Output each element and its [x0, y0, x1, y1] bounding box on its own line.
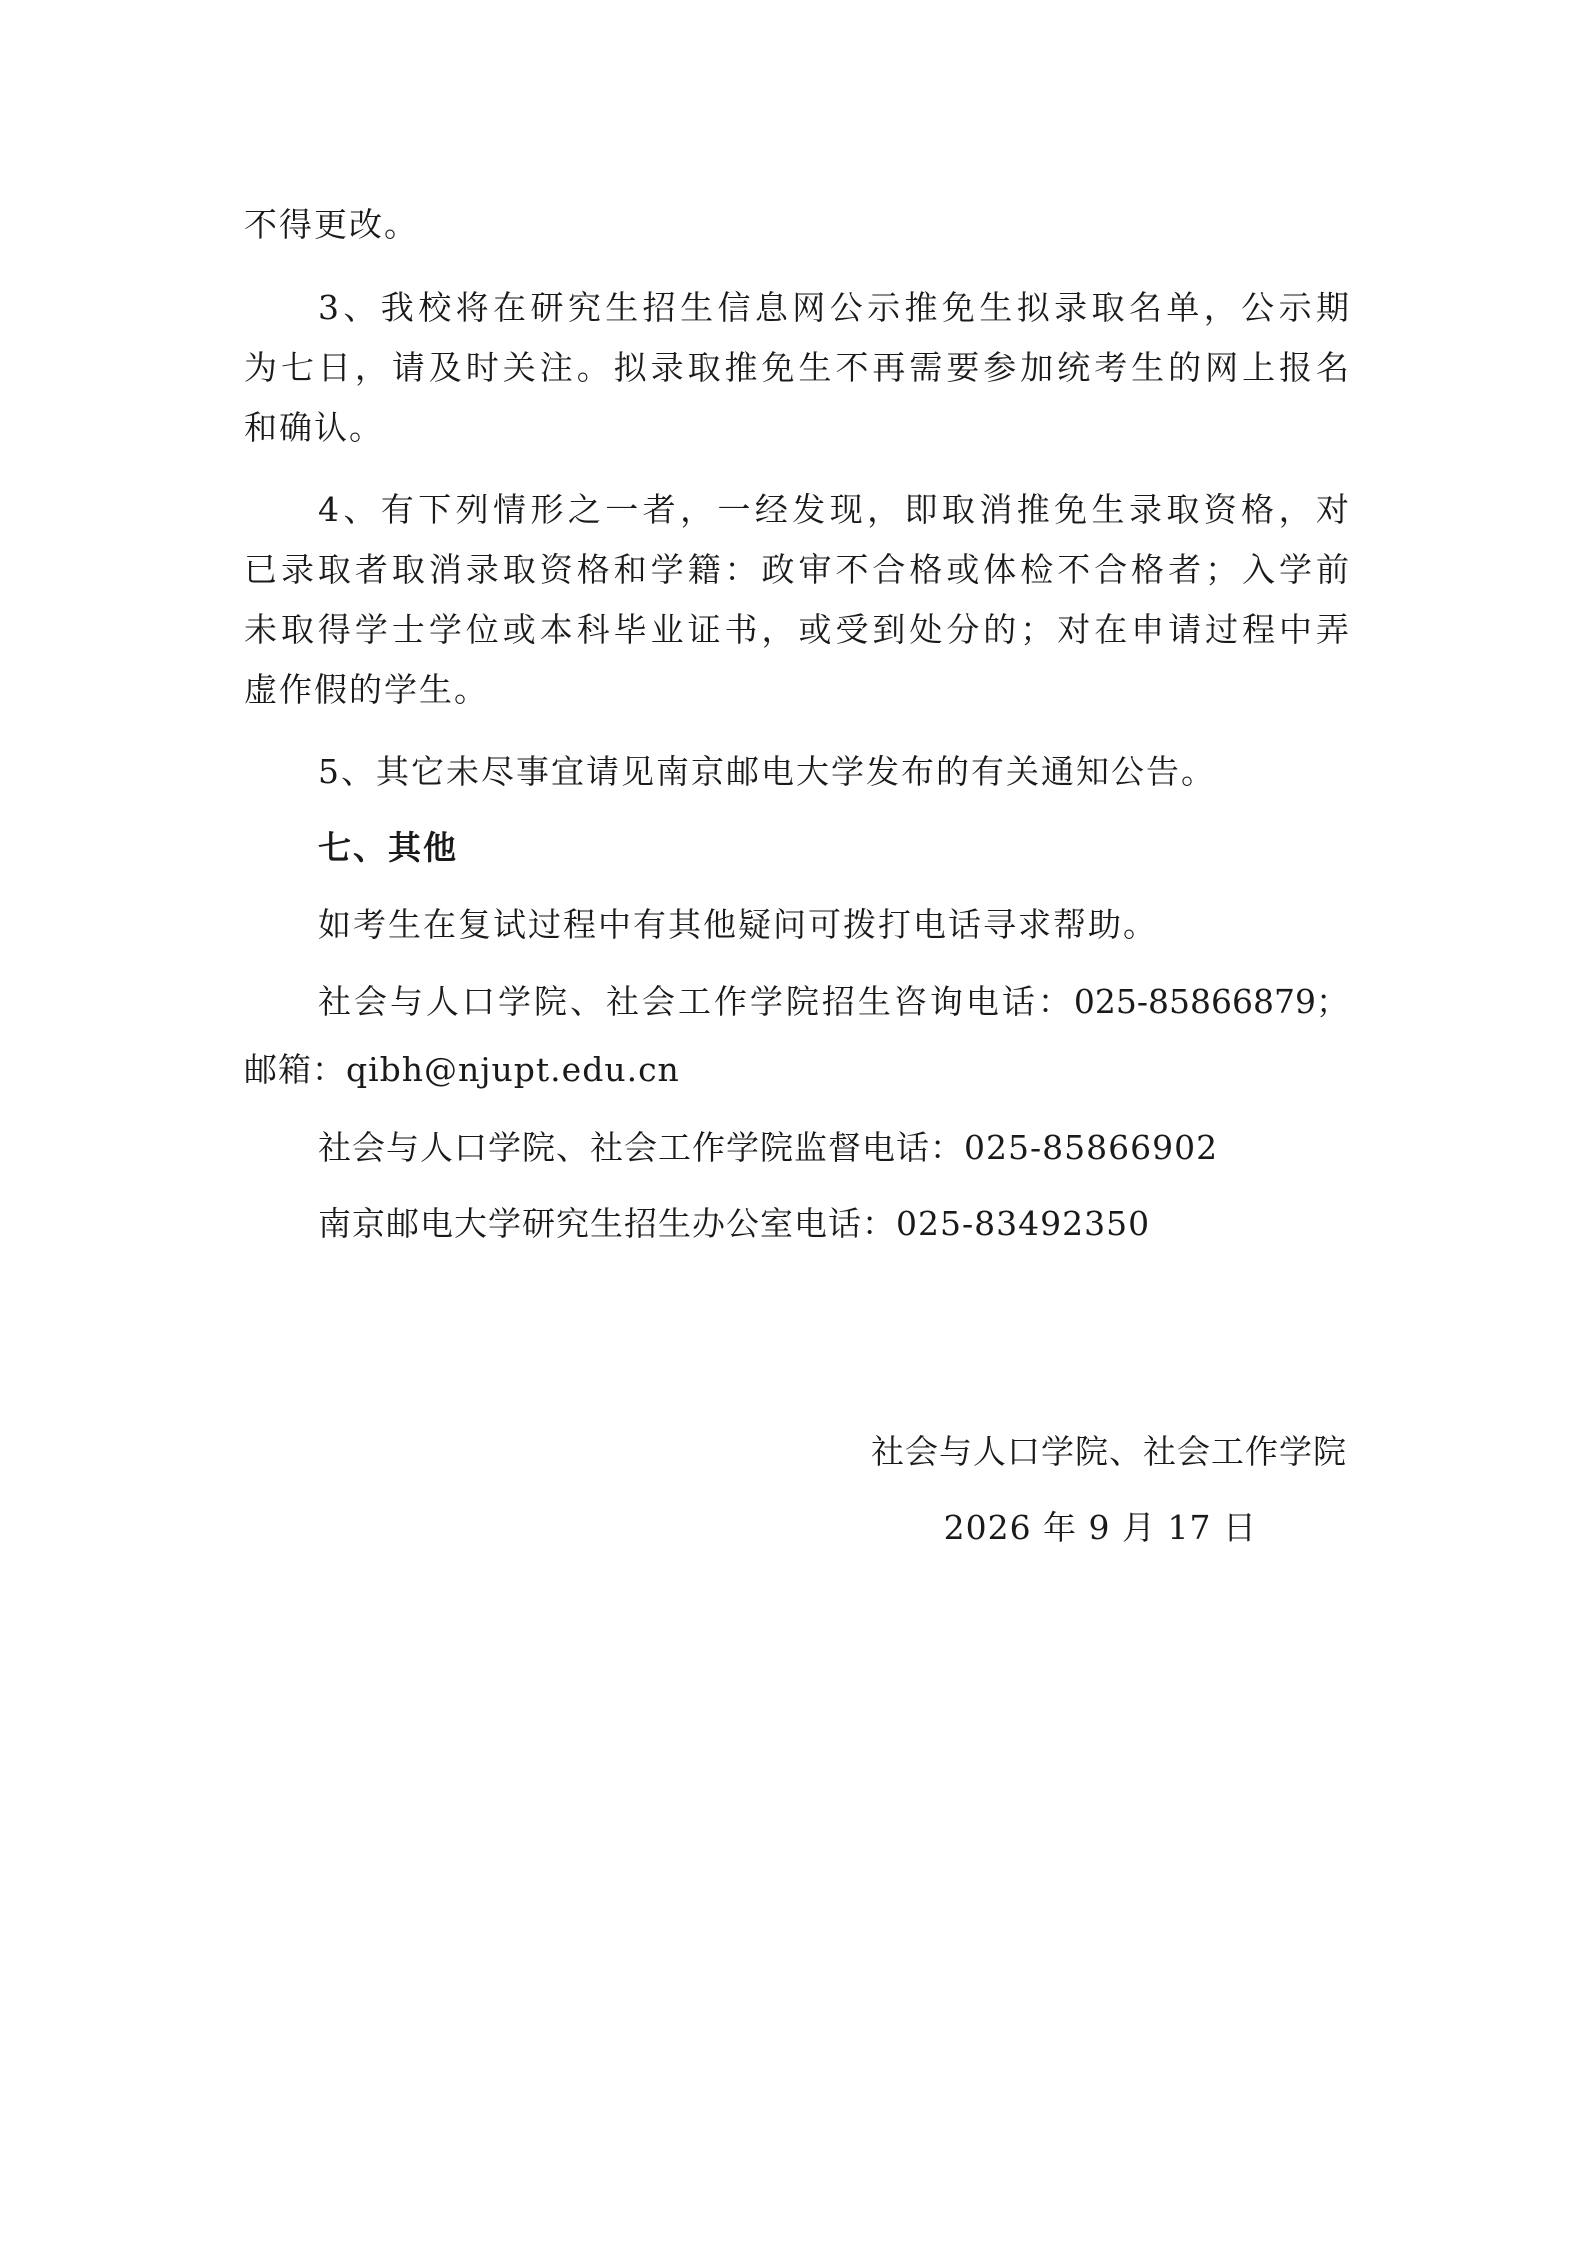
paragraph-line: 和确认。 [244, 408, 384, 447]
paragraph-line: 3、我校将在研究生招生信息网公示推免生拟录取名单，公示期 [318, 288, 1349, 327]
paragraph-line: 已录取者取消录取资格和学籍：政审不合格或体检不合格者；入学前 [244, 550, 1349, 589]
paragraph-line: 为七日，请及时关注。拟录取推免生不再需要参加统考生的网上报名 [244, 348, 1349, 387]
paragraph-line: 未取得学士学位或本科毕业证书，或受到处分的；对在申请过程中弄 [244, 610, 1349, 649]
section-heading: 七、其他 [318, 828, 458, 867]
signature-org: 社会与人口学院、社会工作学院 [871, 1432, 1347, 1471]
contact-line: 南京邮电大学研究生招生办公室电话：025-83492350 [318, 1204, 1151, 1243]
contact-line: 社会与人口学院、社会工作学院监督电话：025-85866902 [318, 1128, 1219, 1167]
paragraph-line: 虚作假的学生。 [244, 670, 489, 709]
paragraph-line: 5、其它未尽事宜请见南京邮电大学发布的有关通知公告。 [318, 752, 1216, 791]
paragraph-line: 如考生在复试过程中有其他疑问可拨打电话寻求帮助。 [318, 905, 1158, 944]
signature-date: 2026 年 9 月 17 日 [943, 1508, 1257, 1547]
contact-line: 社会与人口学院、社会工作学院招生咨询电话：025-85866879； [318, 982, 1349, 1021]
paragraph-line: 4、有下列情形之一者，一经发现，即取消推免生录取资格，对 [318, 490, 1349, 529]
paragraph-line: 不得更改。 [244, 205, 419, 244]
email-line: 邮箱：qibh@njupt.edu.cn [244, 1050, 680, 1089]
